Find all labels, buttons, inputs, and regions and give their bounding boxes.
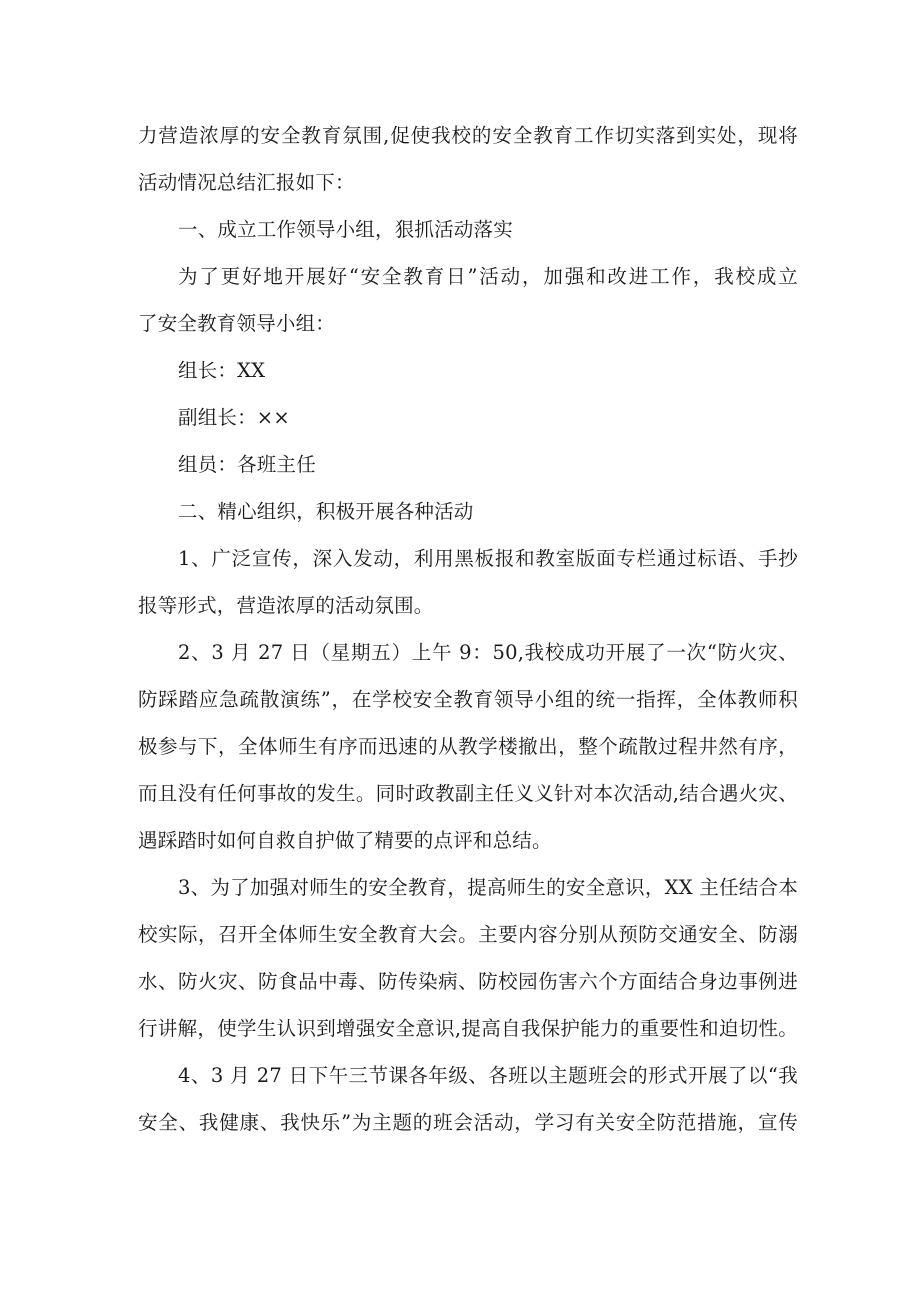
text-line: 组员：各班主任 — [178, 453, 316, 476]
text-line: 遇踩踏时如何自救自护做了精要的点评和总结。 — [138, 829, 552, 852]
text-line: 一、成立工作领导小组，狠抓活动落实 — [178, 218, 513, 241]
text-line: 而且没有任何事故的发生。同时政教副主任义义针对本次活动,结合遇火灾、 — [138, 782, 798, 805]
text-line: 防踩踏应急疏散演练”，在学校安全教育领导小组的统一指挥，全体教师积 — [138, 688, 798, 711]
text-line: 1、广泛宣传，深入发动，利用黑板报和教室版面专栏通过标语、手抄 — [178, 547, 798, 570]
text-line: 活动情况总结汇报如下： — [138, 171, 355, 194]
text-line: 2、3 月 27 日（星期五）上午 9：50,我校成功开展了一次“防火灾、 — [178, 641, 798, 664]
document-body — [138, 112, 798, 1146]
text-line: 力营造浓厚的安全教育氛围,促使我校的安全教育工作切实落到实处，现将 — [138, 124, 798, 147]
text-line: 了安全教育领导小组： — [138, 312, 336, 335]
text-line: 4、3 月 27 日下午三节课各年级、各班以主题班会的形式开展了以“我 — [178, 1064, 798, 1087]
text-line: 水、防火灾、防食品中毒、防传染病、防校园伤害六个方面结合身边事例进 — [138, 970, 798, 993]
text-line: 组长：XX — [178, 359, 266, 382]
text-line: 3、为了加强对师生的安全教育，提高师生的安全意识，XX 主任结合本 — [178, 876, 798, 899]
text-line: 报等形式，营造浓厚的活动氛围。 — [138, 594, 434, 617]
text-line: 安全、我健康、我快乐”为主题的班会活动，学习有关安全防范措施，宣传 — [138, 1111, 798, 1134]
text-line: 副组长：×× — [178, 406, 290, 429]
text-line: 极参与下，全体师生有序而迅速的从教学楼撤出，整个疏散过程井然有序， — [138, 735, 798, 758]
text-line: 行讲解，使学生认识到增强安全意识,提高自我保护能力的重要性和迫切性。 — [138, 1017, 798, 1040]
text-line: 二、精心组织，积极开展各种活动 — [178, 500, 474, 523]
text-line: 校实际，召开全体师生安全教育大会。主要内容分别从预防交通安全、防溺 — [138, 923, 798, 946]
text-line: 为了更好地开展好“安全教育日”活动，加强和改进工作，我校成立 — [178, 265, 798, 288]
